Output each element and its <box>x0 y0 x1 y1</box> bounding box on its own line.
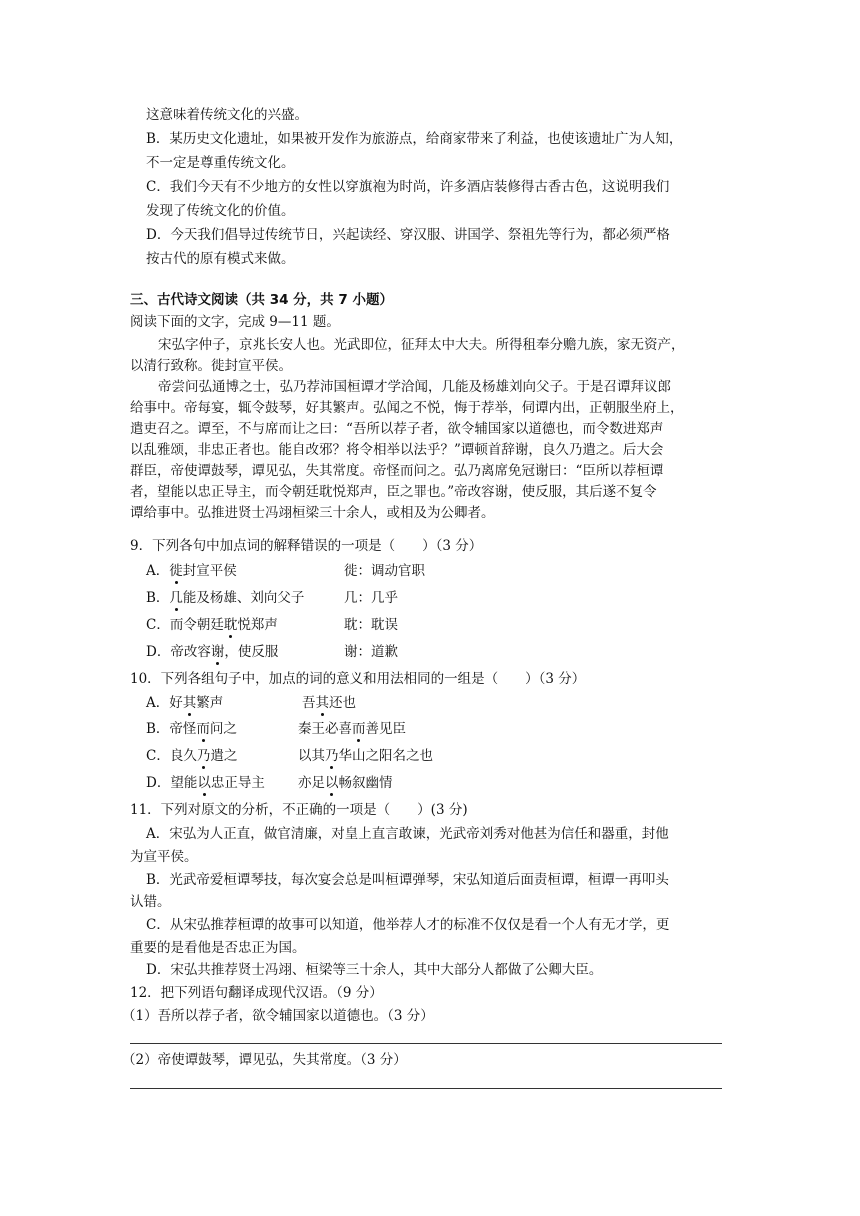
emphasis-dot-word: 谢 <box>210 644 225 660</box>
emphasis-dot-word: 以 <box>197 775 211 791</box>
q11-stem: 11．下列对原文的分析，不正确的一项是（ ）(3 分) <box>130 802 468 818</box>
q8-option-b-line2: 不一定是尊重传统文化。 <box>146 155 295 171</box>
emphasis-dot-word: 徙 <box>169 563 183 579</box>
q11-option-a-line2: 为宣平侯。 <box>130 849 198 865</box>
q10-stem: 10．下列各组句子中，加点的词的意义和用法相同的一组是（ ）（3 分） <box>130 671 586 687</box>
q11-option-a-line1: A．宋弘为人正直，做官清廉，对皇上直言敢谏，光武帝刘秀对他甚为信任和器重，封他 <box>146 826 669 842</box>
passage-line: 群臣，帝使谭鼓琴，谭见弘，失其常度。帝怪而问之。弘乃离席免冠谢曰：“臣所以荐桓谭 <box>130 463 664 479</box>
q11-option-c-line2: 重要的是看他是否忠正为国。 <box>130 940 306 956</box>
q10-option-a-left: A．好其繁声 <box>146 695 224 711</box>
passage-line: 以清行致称。徙封宣平侯。 <box>130 358 292 374</box>
emphasis-dot-word: 其 <box>315 695 329 711</box>
answer-line-1[interactable] <box>130 1043 722 1044</box>
q8-option-a-tail: 这意味着传统文化的兴盛。 <box>146 107 308 123</box>
q12-stem: 12．把下列语句翻译成现代汉语。（9 分） <box>130 985 383 1001</box>
q8-option-d-line2: 按古代的原有模式来做。 <box>146 251 295 267</box>
q9-option-b-definition: 几：几乎 <box>344 590 398 606</box>
q10-option-b-right: 秦王必喜而善见臣 <box>298 721 406 737</box>
q10-option-b-left: B．帝怪而问之 <box>146 721 237 737</box>
q11-option-b-line2: 认错。 <box>130 894 171 910</box>
emphasis-dot-word: 而 <box>196 721 210 737</box>
q9-option-d-definition: 谢：道歉 <box>344 644 398 660</box>
q8-option-b-line1: B．某历史文化遗址，如果被开发作为旅游点，给商家带来了利益，也使该遗址广为人知， <box>146 131 683 147</box>
passage-line: 宋弘字仲子，京兆长安人也。光武即位，征拜太中大夫。所得租奉分赡九族，家无资产， <box>158 337 685 353</box>
emphasis-dot-word: 而 <box>352 721 366 737</box>
section-heading: 三、古代诗文阅读（共 34 分，共 7 小题） <box>130 292 393 308</box>
emphasis-dot-word: 几 <box>169 590 183 606</box>
q10-option-c-right: 以其乃华山之阳名之也 <box>298 748 433 764</box>
passage-line: 者，望能以忠正导主，而令朝廷耽悦郑声，臣之罪也。”帝改容谢，使反服，其后遂不复令 <box>130 484 657 500</box>
q12-sentence-1: （1）吾所以荐子者，欲令辅国家以道德也。（3 分） <box>122 1008 434 1024</box>
q9-option-a-definition: 徙：调动官职 <box>344 563 425 579</box>
q8-option-c-line2: 发现了传统文化的价值。 <box>146 203 295 219</box>
q11-option-c-line1: C．从宋弘推荐桓谭的故事可以知道，他举荐人才的标准不仅仅是看一个人有无才学，更 <box>146 917 670 933</box>
emphasis-dot-word: 乃 <box>196 748 211 764</box>
passage-line: 以乱雅颂，非忠正者也。能自改邪？将令相举以法乎？”谭顿首辞谢，良久乃遣之。后大会 <box>130 442 664 458</box>
q10-option-a-right: 吾其还也 <box>302 695 356 711</box>
q11-option-d: D．宋弘共推荐贤士冯翊、桓梁等三十余人，其中大部分人都做了公卿大臣。 <box>146 962 603 978</box>
section-intro: 阅读下面的文字，完成 9—11 题。 <box>130 314 340 330</box>
emphasis-dot-word: 其 <box>182 695 197 711</box>
q9-option-a: A．徙封宣平侯 <box>146 563 237 579</box>
q10-option-c-left: C．良久乃遣之 <box>146 748 238 764</box>
passage-line: 帝尝问弘通博之士，弘乃荐沛国桓谭才学洽闻，几能及杨雄刘向父子。于是召谭拜议郎 <box>158 379 671 395</box>
q11-option-b-line1: B．光武帝爱桓谭琴技，每次宴会总是叫桓谭弹琴，宋弘知道后面责桓谭，桓谭一再叩头 <box>146 872 669 888</box>
answer-line-2[interactable] <box>130 1088 722 1089</box>
q9-option-b: B．几能及杨雄、刘向父子 <box>146 590 305 606</box>
emphasis-dot-word: 以 <box>325 775 339 791</box>
q10-option-d-left: D．望能以忠正导主 <box>146 775 265 791</box>
q8-option-c-line1: C．我们今天有不少地方的女性以穿旗袍为时尚，许多酒店装修得古香古色，这说明我们 <box>146 179 670 195</box>
q9-option-c-definition: 耽：耽误 <box>344 617 398 633</box>
q9-option-c: C．而令朝廷耽悦郑声 <box>146 617 278 633</box>
passage-line: 谭给事中。弘推进贤士冯翊桓梁三十余人，或相及为公卿者。 <box>130 505 495 521</box>
q10-option-d-right: 亦足以畅叙幽情 <box>298 775 393 791</box>
q12-sentence-2: （2）帝使谭鼓琴，谭见弘，失其常度。（3 分） <box>122 1052 407 1068</box>
emphasis-dot-word: 耽 <box>223 617 238 633</box>
q9-stem: 9．下列各句中加点词的解释错误的一项是（ ）（3 分） <box>130 538 483 554</box>
emphasis-dot-word: 乃 <box>325 748 339 764</box>
q8-option-d-line1: D．今天我们倡导过传统节日，兴起读经、穿汉服、讲国学、祭祖先等行为，都必须严格 <box>146 227 670 243</box>
q9-option-d: D．帝改容谢，使反服 <box>146 644 279 660</box>
passage-line: 遣吏召之。谭至，不与席而让之曰：“吾所以荐子者，欲令辅国家以道德也，而令数进郑声 <box>130 421 664 437</box>
passage-line: 给事中。帝每宴，辄令鼓琴，好其繁声。弘闻之不悦，悔于荐举，伺谭内出，正朝服坐府上， <box>130 400 684 416</box>
